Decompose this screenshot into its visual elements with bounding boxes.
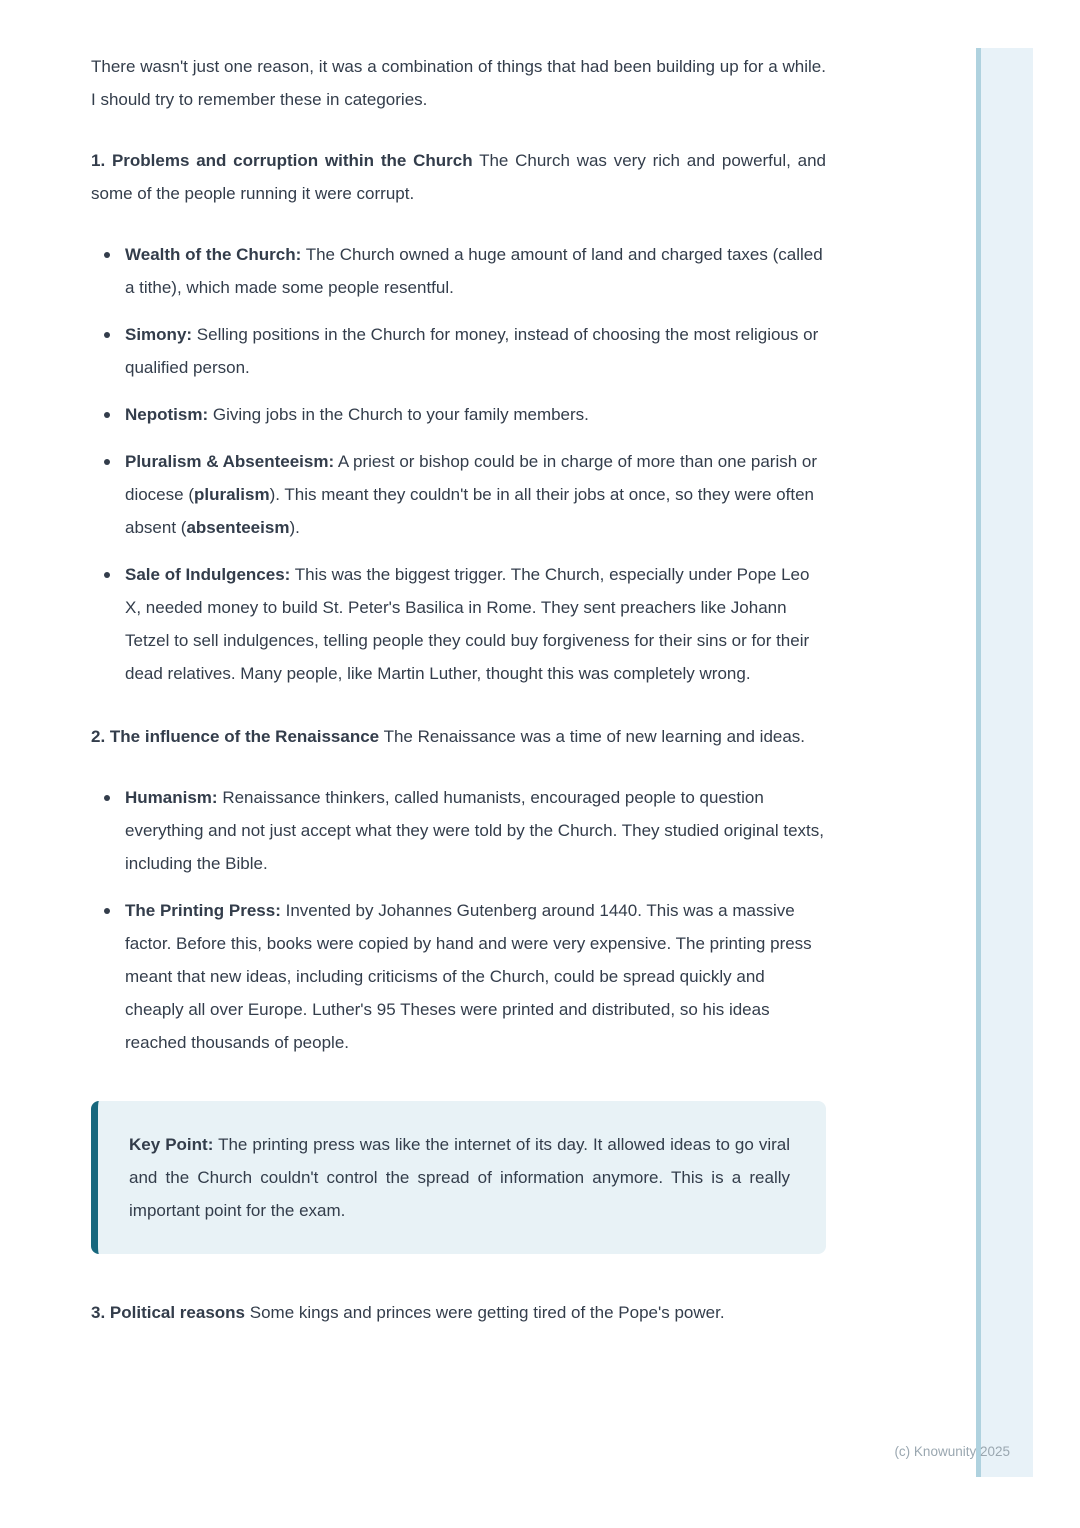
bullet-text: ). bbox=[289, 518, 300, 537]
bullet-label: Simony: bbox=[125, 325, 193, 344]
bullet-text: This was the biggest trigger. The Church, especially under Pope Leo X, needed money to build St. Peter's Basilica in Rome. They sent preachers like Johann Tetzel to sell indulgences, telling people they could buy forgiveness for their sins or for their dead relatives. Many people, like Martin Luther, thought this was completely wrong. bbox=[125, 565, 810, 683]
bullet-text: The Church owned a huge amount of land and charged taxes (called a tithe), which made some people resentful. bbox=[125, 245, 823, 297]
section-1-heading-paragraph bbox=[91, 144, 826, 210]
list-item bbox=[91, 318, 826, 384]
section-2-heading: 2. The influence of the Renaissance bbox=[91, 727, 380, 746]
bullet-label: Pluralism & Absenteeism: bbox=[125, 452, 335, 471]
list-item bbox=[91, 445, 826, 544]
list-item bbox=[91, 781, 826, 880]
key-point-text: The printing press was like the internet of its day. It allowed ideas to go viral and the Church couldn't control the spread of information anymore. This is a really important point for the exam. bbox=[129, 1135, 791, 1220]
bullet-text-bold: absenteeism bbox=[186, 518, 290, 537]
bullet-label: Humanism: bbox=[125, 788, 218, 807]
key-point-callout bbox=[91, 1101, 826, 1254]
section-1-lead: The Church was very rich and powerful, and some of the people running it were corrupt. bbox=[91, 151, 826, 203]
list-item bbox=[91, 238, 826, 304]
bullet-text: Selling positions in the Church for money, instead of choosing the most religious or qualified person. bbox=[125, 325, 819, 377]
next-page-edge bbox=[976, 48, 1033, 1477]
list-item bbox=[91, 894, 826, 1059]
bullet-text: Giving jobs in the Church to your family members. bbox=[212, 405, 589, 424]
section-3-lead: Some kings and princes were getting tired of the Pope's power. bbox=[249, 1303, 725, 1322]
list-item bbox=[91, 558, 826, 690]
bullet-label: Nepotism: bbox=[125, 405, 209, 424]
document-content bbox=[91, 50, 826, 1357]
bullet-text: A priest or bishop could be in charge of more than one parish or diocese ( bbox=[125, 452, 818, 504]
section-3-heading: 3. Political reasons bbox=[91, 1303, 246, 1322]
bullet-icon bbox=[104, 908, 110, 914]
page-footer-credit: (c) Knowunity 2025 bbox=[894, 1443, 1010, 1459]
bullet-text: Invented by Johannes Gutenberg around 1440. This was a massive factor. Before this, books were copied by hand and were very expensive. The printing press meant that new ideas, including criticisms of the Church, could be spread quickly and cheaply all over Europe. Luther's 95 Theses were printed and distributed, so his ideas reached thousands of people. bbox=[125, 901, 812, 1052]
bullet-label: Sale of Indulgences: bbox=[125, 565, 291, 584]
bullet-icon bbox=[104, 252, 110, 258]
intro-paragraph: There wasn't just one reason, it was a combination of things that had been building up for a while. I should try to remember these in categories. bbox=[91, 57, 826, 109]
section-2-lead: The Renaissance was a time of new learning and ideas. bbox=[383, 727, 806, 746]
bullet-text: Renaissance thinkers, called humanists, encouraged people to question everything and not just accept what they were told by the Church. They studied original texts, including the Bible. bbox=[125, 788, 824, 873]
section-2-bullet-list bbox=[91, 781, 826, 1059]
bullet-icon bbox=[104, 459, 110, 465]
section-1-heading: 1. Problems and corruption within the Church bbox=[91, 151, 473, 170]
bullet-icon bbox=[104, 412, 110, 418]
bullet-icon bbox=[104, 332, 110, 338]
bullet-text-bold: pluralism bbox=[193, 485, 270, 504]
bullet-label: Wealth of the Church: bbox=[125, 245, 302, 264]
bullet-text: ). This meant they couldn't be in all their jobs at once, so they were often absent ( bbox=[125, 485, 814, 537]
bullet-label: The Printing Press: bbox=[125, 901, 281, 920]
key-point-label: Key Point: bbox=[129, 1135, 214, 1154]
section-1-bullet-list bbox=[91, 238, 826, 690]
section-2-heading-paragraph bbox=[91, 720, 826, 753]
section-3-heading-paragraph bbox=[91, 1296, 826, 1329]
list-item bbox=[91, 398, 826, 431]
bullet-icon bbox=[104, 795, 110, 801]
bullet-icon bbox=[104, 572, 110, 578]
